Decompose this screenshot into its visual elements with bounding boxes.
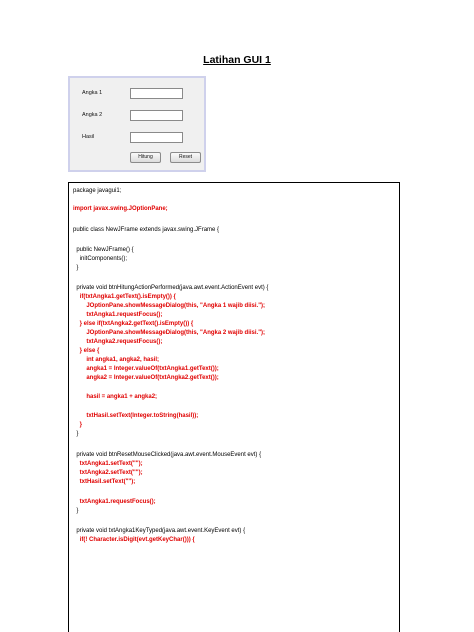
code-line: txtAngka2.requestFocus(); (73, 339, 163, 345)
code-line: } (73, 508, 79, 514)
angka2-input[interactable] (130, 110, 183, 121)
code-line: package javagui1; (73, 188, 122, 194)
code-line: } (73, 265, 79, 271)
code-line: txtHasil.setText(""); (73, 479, 136, 485)
code-line: txtAngka2.setText(""); (73, 470, 143, 476)
code-line: JOptionPane.showMessageDialog(this, "Angka 2 wajib diisi."); (73, 330, 266, 336)
hasil-input[interactable] (130, 132, 183, 143)
code-line: int angka1, angka2, hasil; (73, 357, 160, 363)
document-title: Latihan GUI 1 (203, 54, 271, 66)
label-angka2: Angka 2 (82, 112, 103, 118)
code-line: txtAngka1.requestFocus(); (73, 312, 163, 318)
form-row-hasil (70, 132, 204, 146)
code-line: angka2 = Integer.valueOf(txtAngka2.getText()); (73, 375, 219, 381)
code-line: angka1 = Integer.valueOf(txtAngka1.getText()); (73, 366, 219, 372)
code-line: private void btnHitungActionPerformed(java.awt.event.ActionEvent evt) { (73, 285, 269, 291)
code-line: txtAngka1.requestFocus(); (73, 499, 156, 505)
code-line: } else if(txtAngka2.getText().isEmpty()) { (73, 321, 194, 327)
code-line: private void txtAngka1KeyTyped(java.awt.event.KeyEvent evt) { (73, 528, 246, 534)
form-row-angka2 (70, 110, 204, 124)
code-line: if(txtAngka1.getText().isEmpty()) { (73, 294, 176, 300)
label-hasil: Hasil (82, 134, 95, 140)
code-line: private void btnResetMouseClicked(java.awt.event.MouseEvent evt) { (73, 452, 262, 458)
code-line: JOptionPane.showMessageDialog(this, "Angka 1 wajib diisi."); (73, 303, 266, 309)
code-line: public class NewJFrame extends javax.swing.JFrame { (73, 227, 220, 233)
code-line: } (73, 422, 83, 428)
gui-form-screenshot (68, 76, 206, 172)
code-listing (68, 182, 400, 632)
code-line: txtAngka1.setText(""); (73, 461, 143, 467)
reset-button[interactable]: Reset (170, 152, 201, 163)
code-line: txtHasil.setText(Integer.toString(hasil)); (73, 413, 199, 419)
hitung-button[interactable]: Hitung (130, 152, 161, 163)
code-line: public NewJFrame() { (73, 247, 134, 253)
code-line: initComponents(); (73, 256, 128, 262)
code-line: import javax.swing.JOptionPane; (73, 206, 168, 212)
form-row-angka1 (70, 88, 204, 102)
code-line: } (73, 431, 79, 437)
angka1-input[interactable] (130, 88, 183, 99)
code-line: if(! Character.isDigit(evt.getKeyChar())) { (73, 537, 195, 543)
code-line: hasil = angka1 + angka2; (73, 394, 158, 400)
label-angka1: Angka 1 (82, 90, 103, 96)
code-line: } else { (73, 348, 100, 354)
